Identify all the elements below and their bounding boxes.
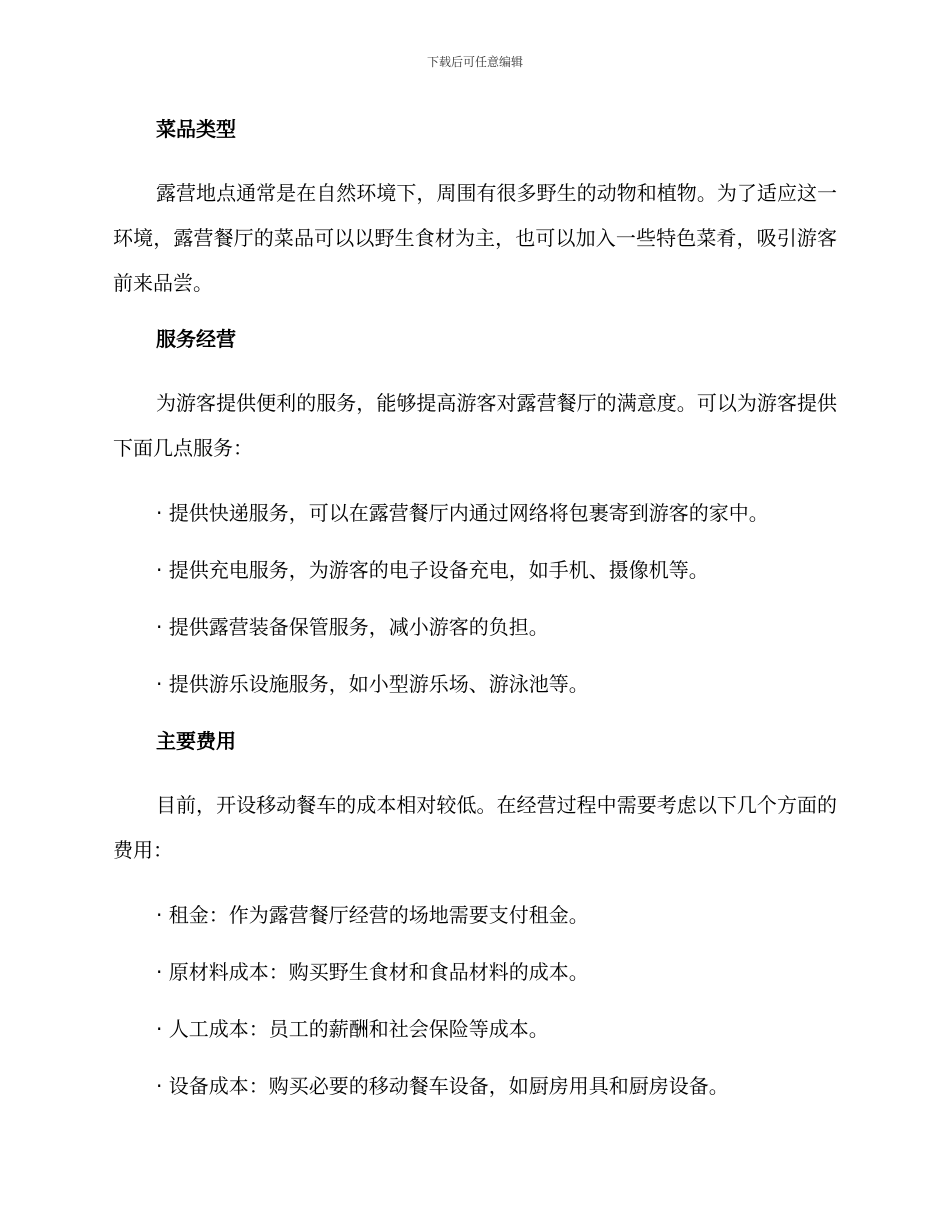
bullet-item: · 设备成本：购买必要的移动餐车设备，如厨房用具和厨房设备。 — [156, 1074, 729, 1098]
bullet-item: · 提供游乐设施服务，如小型游乐场、游泳池等。 — [156, 672, 589, 696]
section-heading-costs: 主要费用 — [156, 729, 236, 753]
bullet-item: · 租金：作为露营餐厅经营的场地需要支付租金。 — [156, 903, 589, 927]
section-heading-service: 服务经营 — [156, 327, 236, 351]
bullet-item: · 人工成本：员工的薪酬和社会保险等成本。 — [156, 1017, 549, 1041]
bullet-item: · 提供露营装备保管服务，减小游客的负担。 — [156, 615, 549, 639]
bullet-item: · 原材料成本：购买野生食材和食品材料的成本。 — [156, 960, 589, 984]
header-note: 下载后可任意编辑 — [426, 55, 523, 69]
section-paragraph-service: 为游客提供便利的服务，能够提高游客对露营餐厅的满意度。可以为游客提供下面几点服务： — [113, 391, 837, 460]
section-heading-dish-types: 菜品类型 — [156, 117, 236, 141]
section-paragraph-dish-types: 露营地点通常是在自然环境下，周围有很多野生的动物和植物。为了适应这一环境，露营餐厅的菜品可以以野生食材为主，也可以加入一些特色菜肴，吸引游客前来品尝。 — [113, 181, 837, 295]
document-content — [113, 114, 837, 1101]
bullet-item: · 提供充电服务，为游客的电子设备充电，如手机、摄像机等。 — [156, 558, 709, 582]
bullet-item: · 提供快递服务，可以在露营餐厅内通过网络将包裹寄到游客的家中。 — [156, 501, 769, 525]
section-paragraph-costs: 目前，开设移动餐车的成本相对较低。在经营过程中需要考虑以下几个方面的费用： — [113, 793, 837, 862]
